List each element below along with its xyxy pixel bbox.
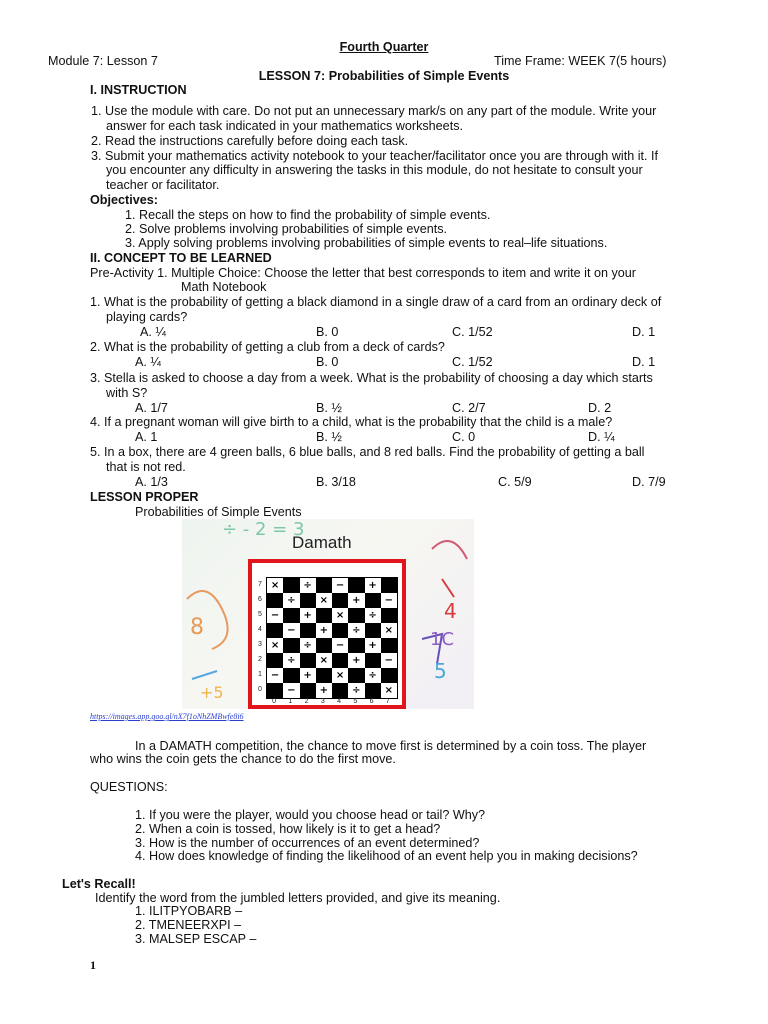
board-cell (348, 668, 364, 683)
choice: B. 3/18 (316, 475, 356, 489)
board-cell: + (316, 623, 332, 638)
board-cell: + (316, 683, 332, 698)
row-label: 2 (258, 655, 262, 663)
discussion-question: 3. How is the number of occurrences of an event determined? (135, 836, 480, 850)
board-cell: × (267, 638, 283, 653)
board-cell (332, 653, 348, 668)
column-label: 4 (337, 698, 342, 705)
board-cell: + (300, 668, 316, 683)
column-label: 2 (304, 698, 309, 705)
column-label: 5 (353, 698, 358, 705)
column-label: 3 (320, 698, 325, 705)
column-label: 1 (288, 698, 293, 705)
question-text: 3. Stella is asked to choose a day from a week. What is the probability of choosing a day which starts (90, 371, 653, 385)
board-cell: + (365, 578, 381, 593)
board-cell: + (300, 608, 316, 623)
choice: C. 0 (452, 430, 476, 444)
board-cell: × (267, 578, 283, 593)
board-cell (348, 578, 364, 593)
board-cell (283, 578, 299, 593)
recall-item: 3. MALSEP ESCAP – (135, 932, 257, 946)
board-cell (283, 668, 299, 683)
image-source-link[interactable]: https://images.app.goo.gl/nX7f1oNhZMBwfe8i6 (90, 712, 244, 721)
row-label: 1 (258, 670, 262, 678)
choice: D. ¼ (588, 430, 615, 444)
board-cell: × (316, 653, 332, 668)
lesson-proper-subtitle: Probabilities of Simple Events (135, 505, 302, 519)
column-label: 6 (369, 698, 374, 705)
instruction-line: teacher or facilitator. (106, 178, 220, 192)
instruction-line: 3. Submit your mathematics activity notebook to your teacher/facilitator once you are through with it. If (91, 149, 658, 163)
instruction-line: you encounter any difficulty in answering the tasks in this module, do not hesitate to consult your (106, 163, 643, 177)
instruction-line: answer for each task indicated in your mathematics worksheets. (106, 119, 463, 133)
board-cell: ÷ (365, 668, 381, 683)
choice: B. 0 (316, 355, 339, 369)
choice: A. 1 (135, 430, 158, 444)
board-cell (300, 683, 316, 698)
board-cell (267, 683, 283, 698)
board-cell: ÷ (283, 593, 299, 608)
question-text: with S? (106, 386, 148, 400)
board-cell (300, 593, 316, 608)
board-cell: − (267, 608, 283, 623)
lesson-paragraph: who wins the coin gets the chance to do the first move. (90, 752, 396, 766)
row-label: 7 (258, 580, 262, 588)
board-cell (365, 683, 381, 698)
choice: D. 1 (632, 325, 656, 339)
board-cell: × (381, 623, 397, 638)
instruction-line: 2. Read the instructions carefully before doing each task. (91, 134, 409, 148)
board-cell (332, 623, 348, 638)
board-cell: + (348, 653, 364, 668)
concept-heading: II. CONCEPT TO BE LEARNED (90, 251, 272, 265)
time-frame-label: Time Frame: WEEK 7(5 hours) (494, 54, 667, 68)
board-cell (365, 593, 381, 608)
board-cell (381, 608, 397, 623)
discussion-question: 2. When a coin is tossed, how likely is it to get a head? (135, 822, 441, 836)
board-cell (332, 593, 348, 608)
board-cell: ÷ (348, 623, 364, 638)
choice: D. 7/9 (632, 475, 666, 489)
choice: A. 1/3 (135, 475, 168, 489)
lesson-title: LESSON 7: Probabilities of Simple Events (258, 69, 510, 83)
board-cell: ÷ (365, 608, 381, 623)
board-cell (348, 608, 364, 623)
question-text: playing cards? (106, 310, 188, 324)
board-cell (381, 578, 397, 593)
pre-activity-text: Math Notebook (181, 280, 267, 294)
board-cell (283, 638, 299, 653)
board-cell: ÷ (300, 578, 316, 593)
board-cell: × (332, 608, 348, 623)
recall-heading: Let's Recall! (62, 877, 136, 891)
board-cell: − (267, 668, 283, 683)
board-cell (365, 653, 381, 668)
board-cell (332, 683, 348, 698)
objective-item: 2. Solve problems involving probabilities of simple events. (125, 222, 448, 236)
question-text: 1. What is the probability of getting a black diamond in a single draw of a card from an ordinary deck of (90, 295, 662, 309)
board-cell: × (381, 683, 397, 698)
board-cell: − (332, 638, 348, 653)
discussion-question: 1. If you were the player, would you choose head or tail? Why? (135, 808, 486, 822)
question-text: that is not red. (106, 460, 186, 474)
board-grid (266, 577, 398, 699)
instruction-heading: I. INSTRUCTION (90, 83, 187, 97)
row-label: 0 (258, 685, 262, 693)
column-label: 0 (272, 698, 277, 705)
row-label: 4 (258, 625, 262, 633)
board-cell: ÷ (283, 653, 299, 668)
board-cell: ÷ (348, 683, 364, 698)
choice: B. 0 (316, 325, 339, 339)
image-title: Damath (292, 533, 352, 552)
objective-item: 1. Recall the steps on how to find the probability of simple events. (125, 208, 491, 222)
board-cell (316, 578, 332, 593)
board-cell: − (332, 578, 348, 593)
choice: A. ¼ (140, 325, 166, 339)
damath-board-image: ÷ - 2 = 3 8 1C 5 4 +5 Damath × ÷ − + ÷ × + − − + × ÷ − + ÷ × × ÷ − + ÷ × + − − + × ÷ − + ÷ × 7 6 5 4 3 2 1 0 0 1 2 3 4 5 6 7 (182, 519, 474, 709)
page-number: 1 (90, 958, 96, 972)
board-cell: × (332, 668, 348, 683)
recall-item: 1. ILITPYOBARB – (135, 904, 243, 918)
lesson-proper-heading: LESSON PROPER (90, 490, 199, 504)
board-cell (316, 638, 332, 653)
board-cell (316, 608, 332, 623)
board-cell: ÷ (300, 638, 316, 653)
board-cell: − (381, 653, 397, 668)
recall-item: 2. TMENEERXPI – (135, 918, 242, 932)
column-label: 7 (385, 698, 390, 705)
board-cell (348, 638, 364, 653)
objective-item: 3. Apply solving problems involving probabilities of simple events to real–life situations. (125, 236, 608, 250)
board-cell (267, 623, 283, 638)
board-frame (248, 559, 406, 709)
lesson-paragraph: In a DAMATH competition, the chance to move first is determined by a coin toss. The player (135, 739, 647, 753)
board-cell: + (348, 593, 364, 608)
board-cell: + (365, 638, 381, 653)
choice: A. ¼ (135, 355, 161, 369)
choice: C. 1/52 (452, 325, 493, 339)
choice: D. 1 (632, 355, 656, 369)
choice: C. 2/7 (452, 401, 486, 415)
board-cell (267, 593, 283, 608)
question-text: 2. What is the probability of getting a club from a deck of cards? (90, 340, 445, 354)
module-label: Module 7: Lesson 7 (48, 54, 158, 68)
row-label: 3 (258, 640, 262, 648)
board-cell (300, 623, 316, 638)
choice: B. ½ (316, 401, 342, 415)
objectives-heading: Objectives: (90, 193, 158, 207)
discussion-question: 4. How does knowledge of finding the likelihood of an event help you in making decisions? (135, 849, 638, 863)
board-cell (365, 623, 381, 638)
question-text: 5. In a box, there are 4 green balls, 6 blue balls, and 8 red balls. Find the probability of getting a ball (90, 445, 645, 459)
choice: C. 5/9 (498, 475, 532, 489)
row-label: 5 (258, 610, 262, 618)
board-cell: − (283, 623, 299, 638)
questions-heading: QUESTIONS: (90, 780, 168, 794)
choice: D. 2 (588, 401, 612, 415)
board-cell (283, 608, 299, 623)
board-cell (381, 668, 397, 683)
board-cell: − (283, 683, 299, 698)
board-cell: × (316, 593, 332, 608)
board-cell (381, 638, 397, 653)
row-label: 6 (258, 595, 262, 603)
board-cell (300, 653, 316, 668)
choice: B. ½ (316, 430, 342, 444)
board-cell (267, 653, 283, 668)
choice: C. 1/52 (452, 355, 493, 369)
choice: A. 1/7 (135, 401, 168, 415)
question-text: 4. If a pregnant woman will give birth to a child, what is the probability that the child is a male? (90, 415, 613, 429)
instruction-line: 1. Use the module with care. Do not put an unnecessary mark/s on any part of the module. Write your (91, 104, 657, 118)
board-cell: − (381, 593, 397, 608)
board-cell (316, 668, 332, 683)
pre-activity-text: Pre-Activity 1. Multiple Choice: Choose the letter that best corresponds to item and write it on your (90, 266, 636, 280)
recall-instruction: Identify the word from the jumbled letters provided, and give its meaning. (95, 891, 501, 905)
quarter-heading: Fourth Quarter (339, 40, 429, 54)
